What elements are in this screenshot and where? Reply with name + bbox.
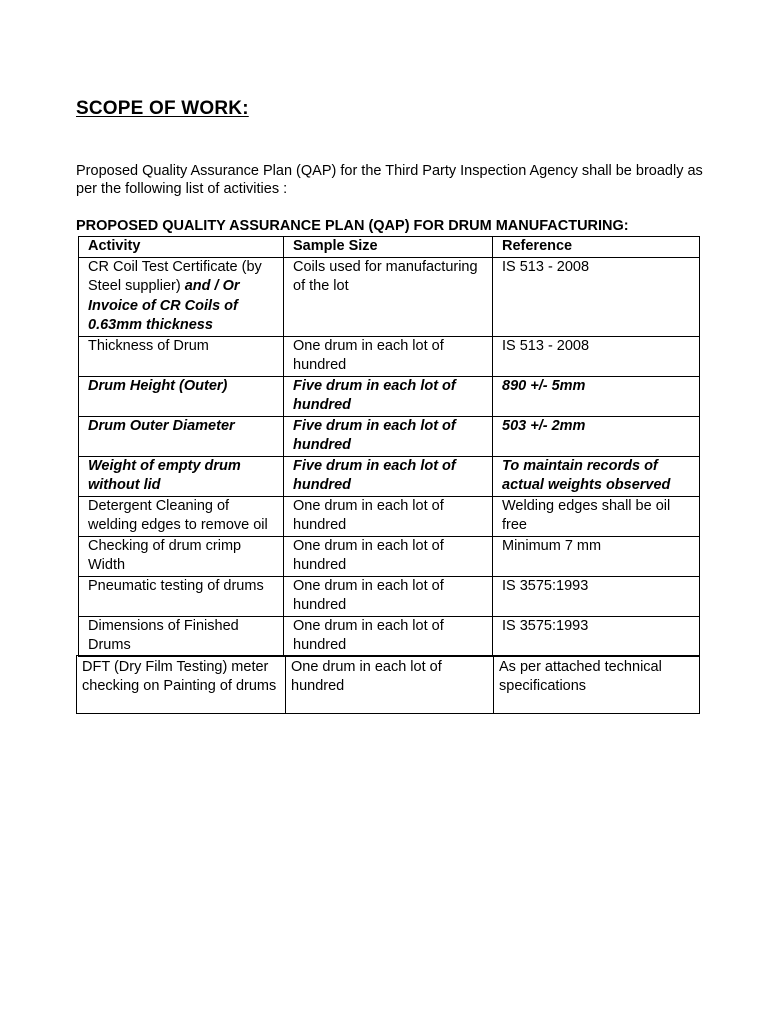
page-heading: SCOPE OF WORK:: [76, 98, 249, 119]
table-title: PROPOSED QUALITY ASSURANCE PLAN (QAP) FOR DRUM MANUFACTURING:: [76, 218, 629, 234]
cell-activity: Weight of empty drum without lid: [79, 456, 284, 496]
header-activity: Activity: [79, 237, 284, 258]
qap-table: [78, 236, 700, 657]
table-row: [79, 616, 700, 656]
cell-sample-size: Five drum in each lot of hundred: [284, 376, 493, 416]
table-row: [79, 416, 700, 456]
intro-paragraph: Proposed Quality Assurance Plan (QAP) for the Third Party Inspection Agency shall be broadly as per the following list of activities :: [76, 163, 703, 197]
table-row: [79, 576, 700, 616]
cell-sample-size: One drum in each lot of hundred: [284, 336, 493, 376]
cell-activity: Checking of drum crimp Width: [79, 536, 284, 576]
cell-activity: DFT (Dry Film Testing) meter checking on Painting of drums: [77, 656, 286, 714]
cell-activity-text: CR Coil Test Certificate (by Steel supplier): [88, 258, 262, 294]
cell-sample-size: One drum in each lot of hundred: [286, 656, 494, 714]
cell-activity: Dimensions of Finished Drums: [79, 616, 284, 656]
table-header-row: [79, 237, 700, 258]
cell-activity: Pneumatic testing of drums: [79, 576, 284, 616]
header-reference: Reference: [493, 237, 700, 258]
cell-sample-size: One drum in each lot of hundred: [284, 496, 493, 536]
cell-reference: To maintain records of actual weights observed: [493, 456, 700, 496]
table-row: [79, 536, 700, 576]
cell-activity: [79, 257, 284, 336]
cell-reference: IS 3575:1993: [493, 576, 700, 616]
cell-sample-size: One drum in each lot of hundred: [284, 616, 493, 656]
cell-activity-emphasis: and / Or Invoice of CR Coils of 0.63mm thickness: [88, 278, 240, 333]
cell-reference: IS 3575:1993: [493, 616, 700, 656]
table-row: [79, 496, 700, 536]
cell-reference: Minimum 7 mm: [493, 536, 700, 576]
table-row: [77, 656, 700, 714]
cell-activity: Thickness of Drum: [79, 336, 284, 376]
cell-activity: Detergent Cleaning of welding edges to remove oil: [79, 496, 284, 536]
cell-sample-size: Five drum in each lot of hundred: [284, 456, 493, 496]
cell-reference: As per attached technical specifications: [494, 656, 700, 714]
table-row: [79, 376, 700, 416]
cell-sample-size: One drum in each lot of hundred: [284, 576, 493, 616]
cell-sample-size: Five drum in each lot of hundred: [284, 416, 493, 456]
table-row: [79, 257, 700, 336]
table-row: [79, 336, 700, 376]
cell-activity: Drum Outer Diameter: [79, 416, 284, 456]
qap-table-continued: [76, 655, 700, 714]
cell-reference: 890 +/- 5mm: [493, 376, 700, 416]
cell-reference: IS 513 - 2008: [493, 257, 700, 336]
cell-reference: IS 513 - 2008: [493, 336, 700, 376]
cell-activity: Drum Height (Outer): [79, 376, 284, 416]
table-row: [79, 456, 700, 496]
cell-reference: Welding edges shall be oil free: [493, 496, 700, 536]
header-sample-size: Sample Size: [284, 237, 493, 258]
cell-sample-size: Coils used for manufacturing of the lot: [284, 257, 493, 336]
cell-sample-size: One drum in each lot of hundred: [284, 536, 493, 576]
cell-reference: 503 +/- 2mm: [493, 416, 700, 456]
